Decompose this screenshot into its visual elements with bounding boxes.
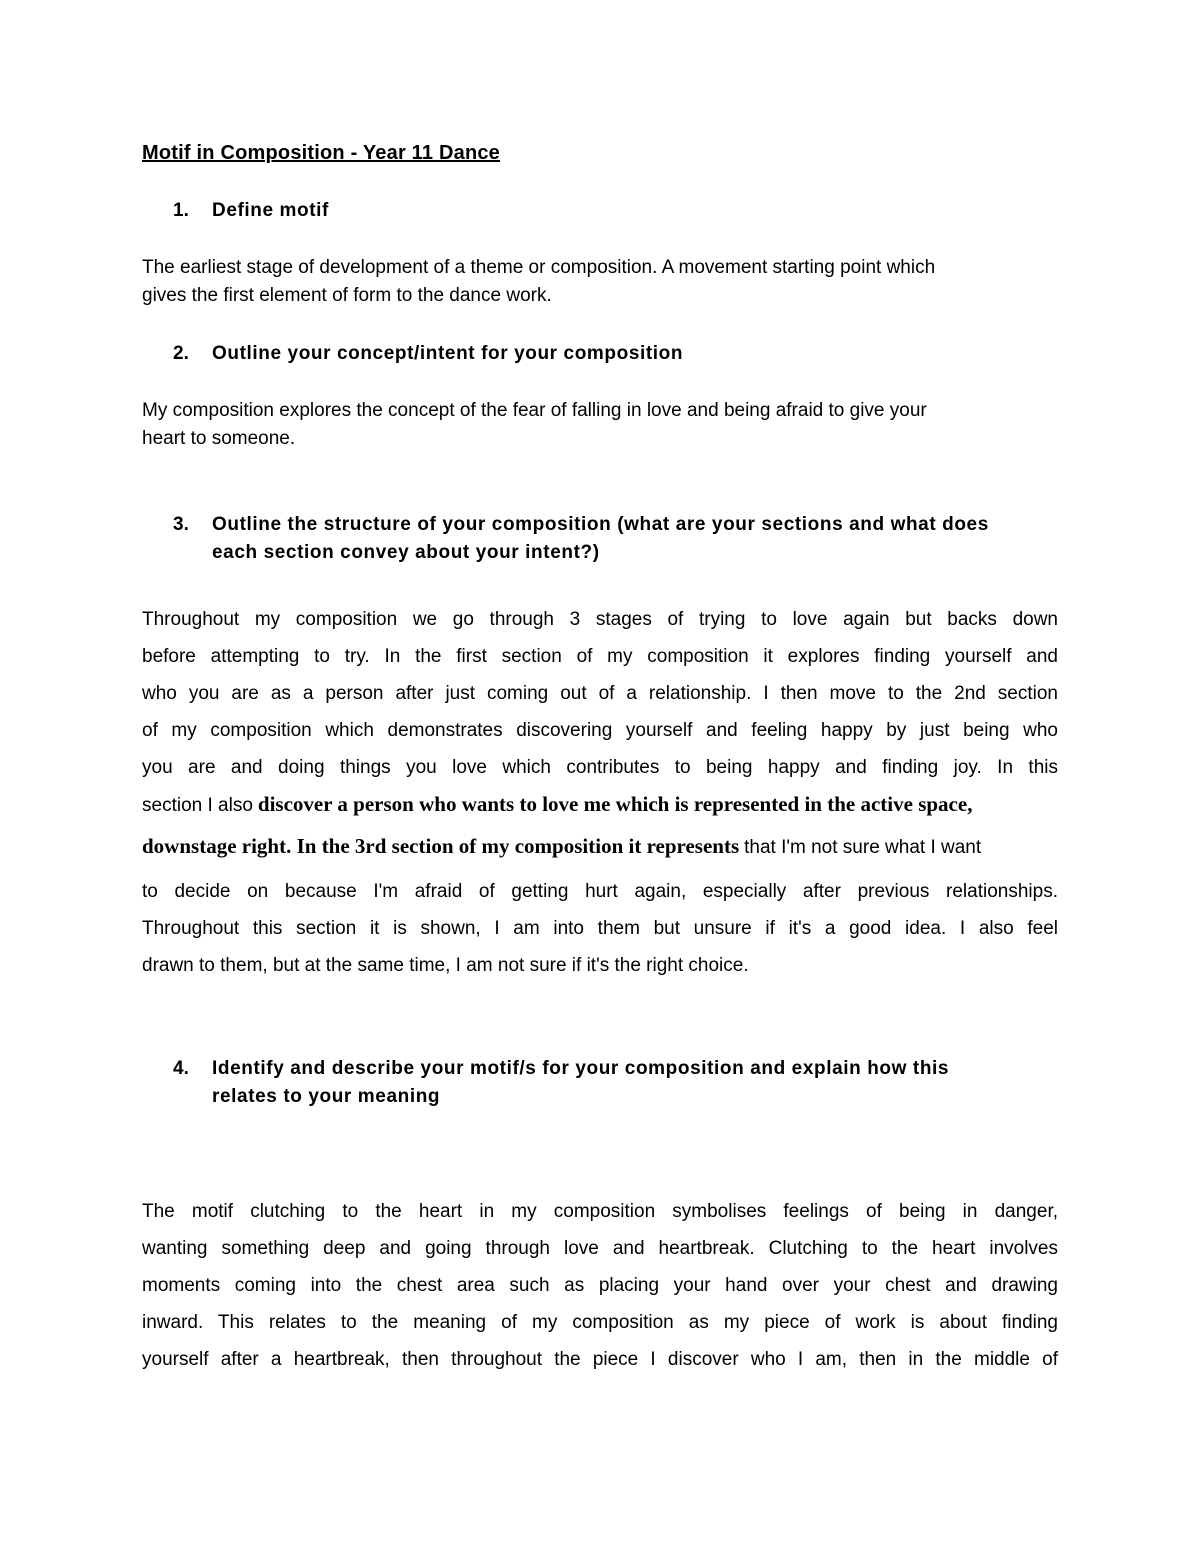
answer-3-text: that I'm not sure what I want (744, 837, 982, 858)
answer-4-line: inward. This relates to the meaning of my composition as my piece of work is about finding (142, 1312, 1058, 1333)
answer-1-line: The earliest stage of development of a theme or composition. A movement starting point which (142, 257, 936, 278)
answer-2-paragraph (142, 397, 1072, 453)
answer-3-line: who you are as a person after just coming out of a relationship. I then move to the 2nd section (142, 683, 1058, 704)
answer-3-mixed-line (142, 828, 1058, 873)
answer-3-line: Throughout this section it is shown, I am into them but unsure if it's a good idea. I also feel (142, 918, 1058, 939)
answer-4-paragraph (142, 1193, 1058, 1378)
question-1-heading: Define motif (212, 200, 329, 221)
question-3-heading (212, 511, 1072, 567)
answer-3-line: of my composition which demonstrates discovering yourself and feeling happy by just being who (142, 720, 1058, 741)
answer-3-mixed-line (142, 786, 1058, 828)
question-1-number: 1. (173, 200, 189, 221)
answer-4-line: wanting something deep and going through love and heartbreak. Clutching to the heart involves (142, 1238, 1058, 1259)
question-3-number: 3. (173, 514, 189, 535)
answer-1-line: gives the first element of form to the dance work. (142, 285, 552, 306)
answer-3-line: you are and doing things you love which contributes to being happy and finding joy. In this (142, 757, 1058, 778)
answer-4-line: moments coming into the chest area such as placing your hand over your chest and drawing (142, 1275, 1058, 1296)
answer-3-line: to decide on because I'm afraid of getting hurt again, especially after previous relationships. (142, 881, 1058, 902)
question-2-heading: Outline your concept/intent for your composition (212, 343, 684, 364)
answer-3-line: drawn to them, but at the same time, I am not sure if it's the right choice. (142, 955, 749, 976)
answer-4-line: The motif clutching to the heart in my composition symbolises feelings of being in danger, (142, 1201, 1058, 1222)
question-4-number: 4. (173, 1058, 189, 1079)
question-3-line: each section convey about your intent?) (212, 542, 600, 563)
question-4-line: Identify and describe your motif/s for your composition and explain how this (212, 1058, 950, 1079)
question-4-heading (212, 1055, 1072, 1111)
answer-3-line: Throughout my composition we go through 3 stages of trying to love again but backs down (142, 609, 1058, 630)
answer-2-line: heart to someone. (142, 428, 296, 449)
answer-3-bold-text: downstage right. In the 3rd section of my composition it represents (142, 834, 740, 858)
question-3-line: Outline the structure of your composition (what are your sections and what does (212, 514, 989, 535)
question-4-line: relates to your meaning (212, 1086, 441, 1107)
document-title: Motif in Composition - Year 11 Dance (142, 142, 501, 164)
question-2-number: 2. (173, 343, 189, 364)
answer-3-bold-text: discover a person who wants to love me which is represented in the active space, (257, 792, 973, 816)
answer-3-text: section I also (142, 795, 253, 816)
answer-3-paragraph (142, 601, 1058, 984)
answer-3-line: before attempting to try. In the first section of my composition it explores finding yourself and (142, 646, 1058, 667)
answer-4-line: yourself after a heartbreak, then throughout the piece I discover who I am, then in the middle of (142, 1349, 1058, 1370)
answer-2-line: My composition explores the concept of the fear of falling in love and being afraid to give your (142, 400, 927, 421)
answer-1-paragraph (142, 254, 1072, 310)
